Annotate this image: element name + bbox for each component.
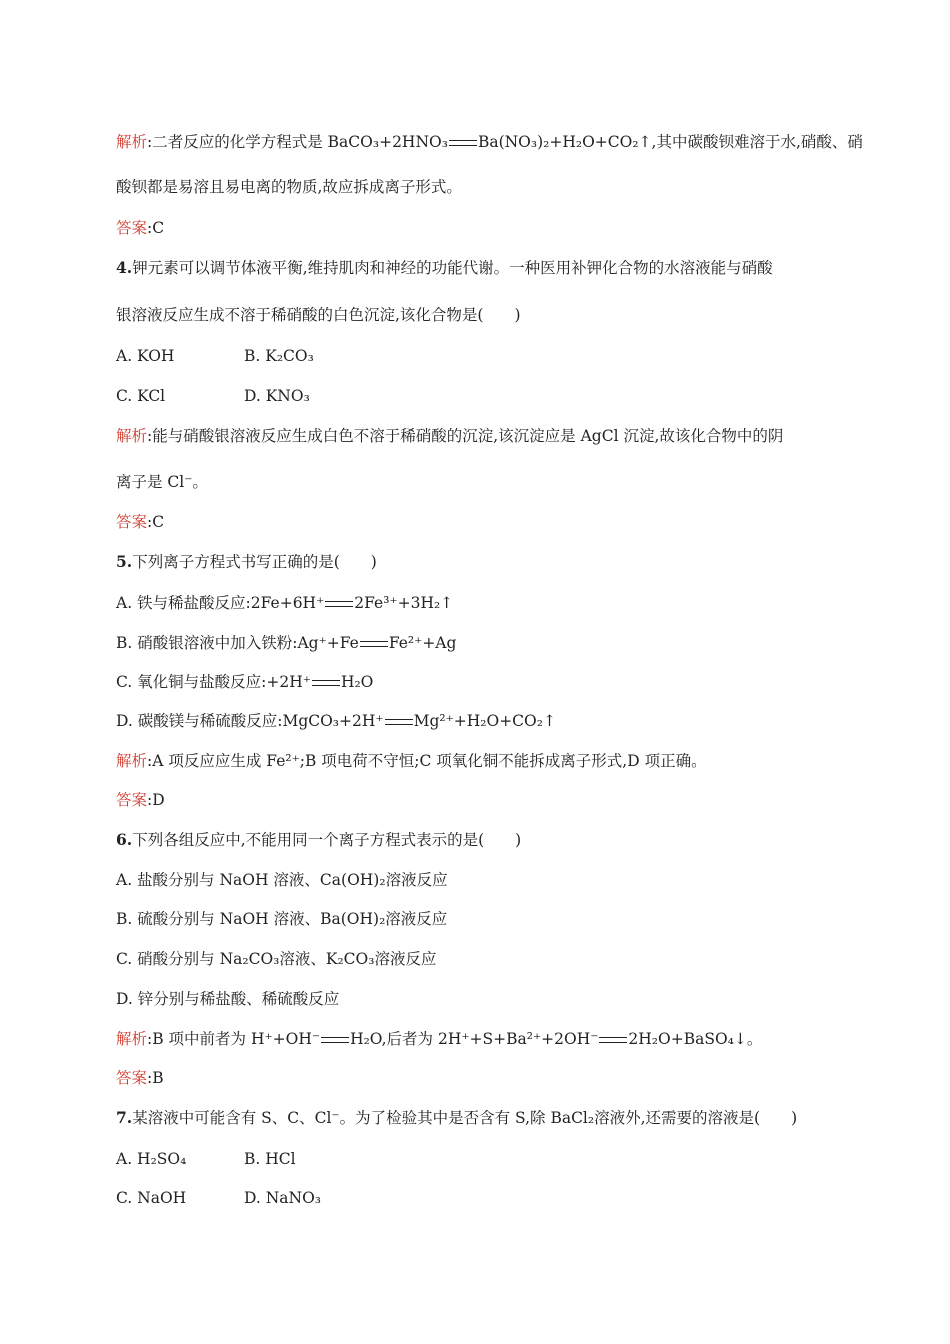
explanation-text: Ba(NO₃)₂+H₂O+CO₂↑,其中碳酸钡难溶于水,硝酸、硝	[477, 133, 863, 151]
option-row	[116, 386, 310, 406]
question-6	[116, 830, 521, 850]
equals-sign	[449, 140, 477, 146]
question-text: 下列各组反应中,不能用同一个离子方程式表示的是( )	[132, 831, 522, 849]
explanation-line: 离子是 Cl⁻。	[116, 473, 208, 491]
option-row	[116, 1188, 322, 1208]
explanation-line	[116, 132, 863, 152]
answer-line	[116, 512, 164, 532]
option-text: B. 硝酸银溶液中加入铁粉:Ag⁺+Fe	[116, 634, 359, 652]
option-row	[116, 346, 314, 366]
option-text: H₂O	[340, 673, 374, 691]
question-number: 4.	[116, 258, 133, 277]
explanation-text: H₂O,后者为 2H⁺+S+Ba²⁺+2OH⁻	[350, 1030, 599, 1048]
explanation-line	[116, 1029, 762, 1049]
option-d: D. 锌分别与稀盐酸、稀硫酸反应	[116, 990, 340, 1008]
equals-sign	[312, 680, 340, 686]
answer-value: :B	[147, 1069, 164, 1087]
option-text: C. 氧化铜与盐酸反应:+2H⁺	[116, 673, 311, 691]
equals-sign	[360, 641, 388, 647]
answer-value: :C	[147, 513, 165, 531]
equals-sign	[599, 1037, 627, 1043]
question-5	[116, 552, 377, 572]
option-b	[116, 633, 456, 653]
answer-value: :C	[147, 219, 165, 237]
option-a: A. H₂SO₄	[116, 1150, 187, 1168]
option-d	[116, 711, 556, 731]
option-b: B. HCl	[244, 1150, 296, 1168]
option-d: D. NaNO₃	[244, 1189, 322, 1207]
option-text: Mg²⁺+H₂O+CO₂↑	[413, 712, 556, 730]
option-text: Fe²⁺+Ag	[388, 634, 457, 652]
answer-value: :D	[147, 791, 165, 809]
explanation-line: 酸钡都是易溶且易电离的物质,故应拆成离子形式。	[116, 178, 462, 196]
equals-sign	[385, 719, 413, 725]
explanation-label: 解析	[116, 752, 148, 770]
question-number: 7.	[116, 1108, 133, 1127]
explanation-line	[116, 751, 707, 771]
answer-line	[116, 1068, 164, 1088]
option-d: D. KNO₃	[244, 387, 310, 405]
equals-sign	[321, 1037, 349, 1043]
explanation-label: 解析	[116, 133, 148, 151]
explanation-text: :A 项反应应生成 Fe²⁺;B 项电荷不守恒;C 项氧化铜不能拆成离子形式,D 项正确。	[147, 752, 707, 770]
option-text: A. 铁与稀盐酸反应:2Fe+6H⁺	[116, 594, 325, 612]
answer-label: 答案	[116, 513, 148, 531]
question-number: 5.	[116, 552, 133, 571]
option-a: A. 盐酸分别与 NaOH 溶液、Ca(OH)₂溶液反应	[116, 871, 448, 889]
option-text: D. 碳酸镁与稀硫酸反应:MgCO₃+2H⁺	[116, 712, 384, 730]
answer-label: 答案	[116, 1069, 148, 1087]
option-row	[116, 1149, 296, 1169]
option-a	[116, 593, 453, 613]
answer-line	[116, 218, 164, 238]
option-c	[116, 672, 373, 692]
answer-label: 答案	[116, 791, 148, 809]
question-text: 下列离子方程式书写正确的是( )	[132, 553, 377, 571]
explanation-text: 2H₂O+BaSO₄↓。	[628, 1030, 763, 1048]
question-text-cont: 银溶液反应生成不溶于稀硝酸的白色沉淀,该化合物是( )	[116, 306, 521, 324]
option-b: B. K₂CO₃	[244, 347, 314, 365]
option-text: 2Fe³⁺+3H₂↑	[354, 594, 454, 612]
question-number: 6.	[116, 830, 133, 849]
question-text: 某溶液中可能含有 S、C、Cl⁻。为了检验其中是否含有 S,除 BaCl₂溶液外,还需要的溶液是( )	[132, 1109, 798, 1127]
explanation-line	[116, 426, 783, 446]
question-7	[116, 1108, 797, 1128]
explanation-text: :B 项中前者为 H⁺+OH⁻	[147, 1030, 321, 1048]
option-b: B. 硫酸分别与 NaOH 溶液、Ba(OH)₂溶液反应	[116, 910, 448, 928]
question-4	[116, 258, 773, 278]
explanation-label: 解析	[116, 427, 148, 445]
option-c: C. 硝酸分别与 Na₂CO₃溶液、K₂CO₃溶液反应	[116, 950, 437, 968]
explanation-text: :能与硝酸银溶液反应生成白色不溶于稀硝酸的沉淀,该沉淀应是 AgCl 沉淀,故该化合物中的阴	[147, 427, 784, 445]
option-c: C. KCl	[116, 387, 166, 405]
explanation-text: :二者反应的化学方程式是 BaCO₃+2HNO₃	[147, 133, 448, 151]
equals-sign	[325, 601, 353, 607]
explanation-label: 解析	[116, 1030, 148, 1048]
option-a: A. KOH	[116, 347, 175, 365]
option-c: C. NaOH	[116, 1189, 187, 1207]
answer-label: 答案	[116, 219, 148, 237]
answer-line	[116, 790, 165, 810]
question-text: 钾元素可以调节体液平衡,维持肌肉和神经的功能代谢。一种医用补钾化合物的水溶液能与硝酸	[132, 259, 773, 277]
